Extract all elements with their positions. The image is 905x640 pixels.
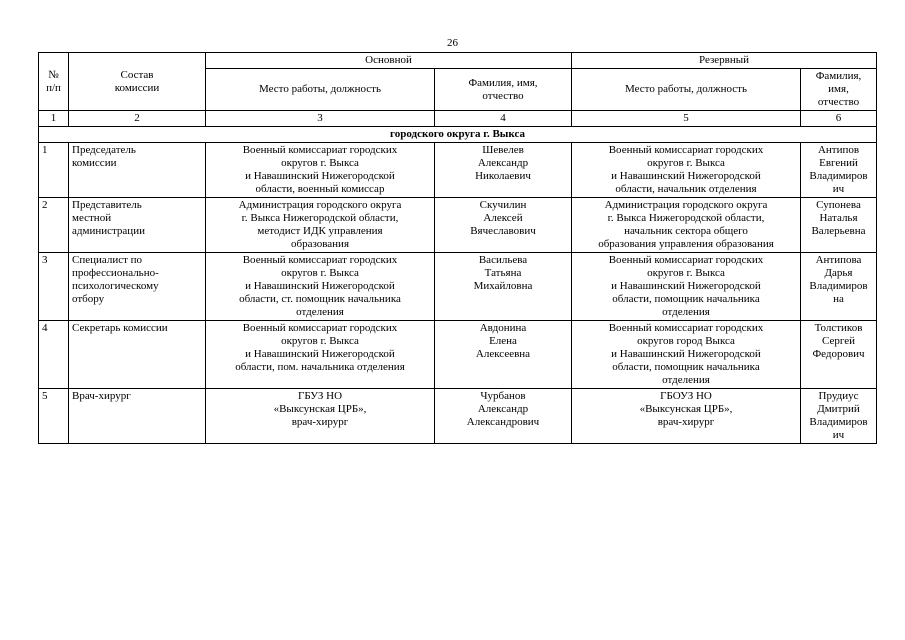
row-main-name: Скучилин Алексей Вячеславович	[435, 198, 572, 253]
header-main: Основной	[206, 53, 572, 69]
row-role: Специалист по профессионально- психологическому отбору	[69, 253, 206, 321]
header-main-fullname: Фамилия, имя, отчество	[435, 69, 572, 111]
row-main-workplace: Военный комиссариат городских округов г. Выкса и Навашинский Нижегородской области, пом. начальника отделения	[206, 321, 435, 389]
header-reserve-workplace: Место работы, должность	[572, 69, 801, 111]
row-reserve-name: Прудиус Дмитрий Владимиров ич	[801, 389, 877, 444]
header-reserve: Резервный	[572, 53, 877, 69]
table-row	[39, 253, 877, 321]
row-role: Председатель комиссии	[69, 143, 206, 198]
row-main-workplace: Военный комиссариат городских округов г. Выкса и Навашинский Нижегородской области, ст. помощник начальника отделения	[206, 253, 435, 321]
row-reserve-name: Толстиков Сергей Федорович	[801, 321, 877, 389]
column-number: 3	[206, 111, 435, 127]
header-row-top	[39, 53, 877, 69]
row-reserve-workplace: ГБОУЗ НО «Выксунская ЦРБ», врач-хирург	[572, 389, 801, 444]
row-num: 4	[39, 321, 69, 389]
commission-table	[38, 52, 877, 444]
row-reserve-workplace: Администрация городского округа г. Выкса Нижегородской области, начальник сектора общего образования управления образования	[572, 198, 801, 253]
row-main-workplace: Администрация городского округа г. Выкса Нижегородской области, методист ИДК управления образования	[206, 198, 435, 253]
column-number: 4	[435, 111, 572, 127]
row-role: Врач-хирург	[69, 389, 206, 444]
table-row	[39, 143, 877, 198]
row-main-name: Васильева Татьяна Михайловна	[435, 253, 572, 321]
row-role: Секретарь комиссии	[69, 321, 206, 389]
row-reserve-name: Супонева Наталья Валерьевна	[801, 198, 877, 253]
table-row	[39, 389, 877, 444]
row-num: 1	[39, 143, 69, 198]
row-main-name: Шевелев Александр Николаевич	[435, 143, 572, 198]
row-main-name: Чурбанов Александр Александрович	[435, 389, 572, 444]
column-number: 6	[801, 111, 877, 127]
column-number: 2	[69, 111, 206, 127]
row-reserve-workplace: Военный комиссариат городских округов г. Выкса и Навашинский Нижегородской области, помощник начальника отделения	[572, 253, 801, 321]
row-num: 2	[39, 198, 69, 253]
row-main-workplace: Военный комиссариат городских округов г. Выкса и Навашинский Нижегородской области, военный комиссар	[206, 143, 435, 198]
row-num: 3	[39, 253, 69, 321]
header-composition: Состав комиссии	[69, 53, 206, 111]
section-row	[39, 127, 877, 143]
row-main-name: Авдонина Елена Алексеевна	[435, 321, 572, 389]
row-role: Представитель местной администрации	[69, 198, 206, 253]
table-row	[39, 321, 877, 389]
row-reserve-name: Антипова Дарья Владимиров на	[801, 253, 877, 321]
header-num: № п/п	[39, 53, 69, 111]
page-number: 26	[447, 37, 458, 49]
column-number: 1	[39, 111, 69, 127]
header-main-workplace: Место работы, должность	[206, 69, 435, 111]
section-title: городского округа г. Выкса	[39, 127, 877, 143]
column-numbers-row	[39, 111, 877, 127]
header-reserve-fullname: Фамилия, имя, отчество	[801, 69, 877, 111]
row-num: 5	[39, 389, 69, 444]
row-main-workplace: ГБУЗ НО «Выксунская ЦРБ», врач-хирург	[206, 389, 435, 444]
table-row	[39, 198, 877, 253]
column-number: 5	[572, 111, 801, 127]
row-reserve-workplace: Военный комиссариат городских округов г. Выкса и Навашинский Нижегородской области, начальник отделения	[572, 143, 801, 198]
row-reserve-name: Антипов Евгений Владимиров ич	[801, 143, 877, 198]
row-reserve-workplace: Военный комиссариат городских округов город Выкса и Навашинский Нижегородской области, помощник начальника отделения	[572, 321, 801, 389]
